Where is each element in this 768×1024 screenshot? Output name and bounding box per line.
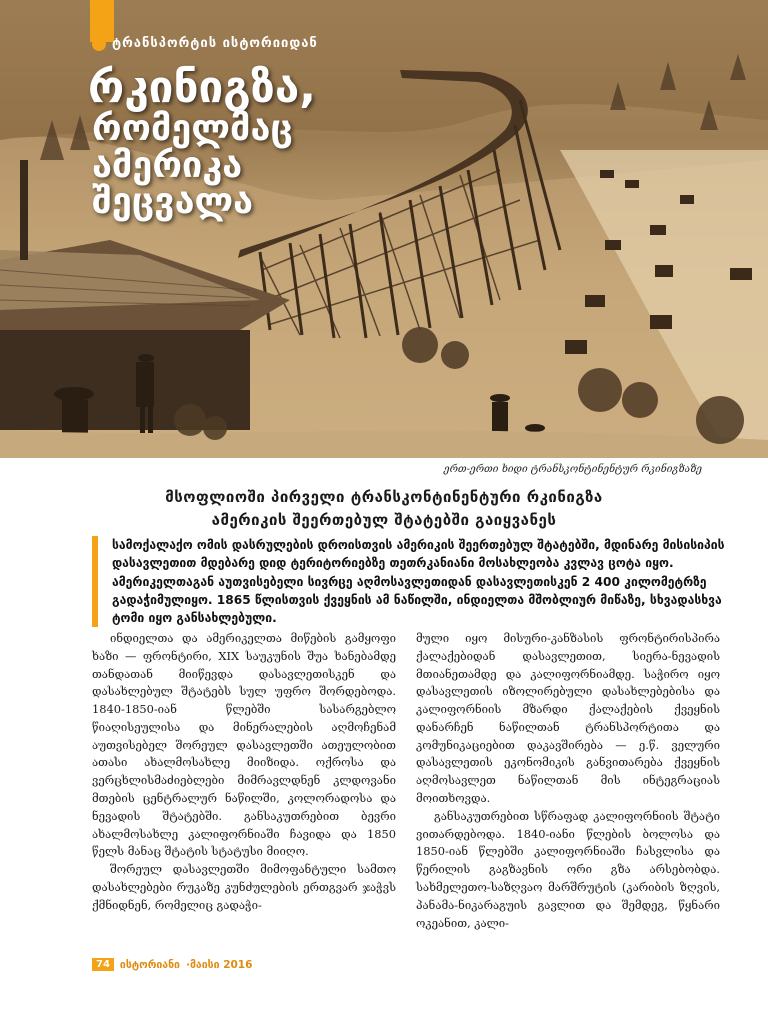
kicker-text: ტრანსპორტის ისტორიიდან <box>112 36 318 51</box>
body-column-left <box>92 630 396 932</box>
hero-photo <box>0 0 768 458</box>
title-line-1: რკინიგზა, <box>88 62 316 113</box>
page-number: 74 <box>92 958 114 971</box>
headline-line-1: მსოფლიოში პირველი ტრანსკონტინენტური რკინიგზა <box>165 488 603 506</box>
body-column-right <box>416 630 720 932</box>
body-paragraph: განსაკუთრებით სწრაფად კალიფორნიის შტატი ვითარდებოდა. 1840-იანი წლების ბოლოსა და 1850-იან წლებში კალიფორნიაში ჩასვლისა და წერილის გაგზავნის ორი გზა არსებობდა. სახმელეთო-საზღვაო მარშრუტის (კარიბის ზღვის, პანამა-ნიკარაგუის გავლით და შემდეგ, წყნარი ოკეანით, კალი- <box>416 808 720 930</box>
magazine-name: ისტორიანი <box>119 958 180 971</box>
issue-date: ·მაისი 2016 <box>185 958 253 971</box>
title-line-2: რომელმაც <box>92 107 293 149</box>
headline-line-2: ამერიკის შეერთებულ შტატებში გაიყვანეს <box>211 510 557 529</box>
section-logo-icon <box>92 37 106 51</box>
article-body <box>92 630 720 932</box>
lead-paragraph: სამოქალაქო ომის დასრულების დროისთვის ამერიკის შეერთებულ შტატებში, მდინარე მისისიპის დასავლეთით მდებარე დიდ ტერიტორიებზე თეთრკანიანი მოსახლეობა კვლავ ცოტა იყო. ამერიკელთაგან აუთვისებელი სივრცე აღმოსავლეთიდან დასავლეთისკენ 2 400 კილომეტრზე გადაჭიმულიყო. 1865 წლისთვის ქვეყნის ამ ნაწილში, ინდიელთა მშობლიურ მიწაზე, სხვადასხვა ტომი იყო განსახლებული. <box>92 536 740 627</box>
body-paragraph: ინდიელთა და ამერიკელთა მიწების გამყოფი ხაზი — ფრონტირი, XIX საუკუნის შუა ხანებამდე თანდათან მიიწევდა დასავლეთისკენ და დასახლებულ შტატებს სულ უფრო შორდებოდა. 1840-1850-იან წლებში სასარგებლო წიაღისეულისა და მინერალების აღმოჩენამ აუთვისებელ შორეულ დასავლეთში ათეულობით ათასი ახალმოსახლე მიიზიდა. ოქროსა და ვერცხლისმაძიებლები მიმრავლდნენ კლდოვანი მთების ცენტრალურ ნაწილში, კოლორადოსა და ნევადის შტატებში. განსაკუთრებით ბევრი ახალმოსახლე კალიფორნიაში ჩავიდა და 1850 წელს მანაც შტატის სტატუსი მიიღო. <box>92 631 396 859</box>
body-paragraph: შორეულ დასავლეთში მიმოფანტული სამთო დასახლებები რუკაზე კუნძულების ერთგვარ ჯაჭვს ქმნიდნენ, რომელიც გადაჭი- <box>92 862 396 912</box>
page-footer <box>92 958 252 971</box>
article-title <box>88 62 316 223</box>
article-headline <box>0 486 768 531</box>
section-kicker <box>92 36 318 51</box>
body-paragraph: მული იყო მისური-კანზასის ფრონტირისპირა ქალაქებიდან დასავლეთით, სიერა-ნევადის მთიანეთამდე და კალიფორნიამდე. საჭირო იყო დასავლეთის იზოლირებული დასახლებებისა და კალიფორნიის მზარდი ქალაქების ქვეყნის დანარჩენ ნაწილთან ტრანსპორტითა და კომუნიკაციებით დაკავშირება — ე.წ. ველური დასავლეთის ეკონომიკის განვითარება ქვეყნის აღმოსავლეთ ნაწილთან მის ინტეგრაციას მოითხოვდა. <box>416 631 720 806</box>
photo-caption: ერთ-ერთი ხიდი ტრანსკონტინენტურ რკინიგზაზე <box>443 464 702 475</box>
title-line-3: ამერიკა <box>92 144 243 186</box>
title-line-4: შეცვალა <box>92 181 254 223</box>
